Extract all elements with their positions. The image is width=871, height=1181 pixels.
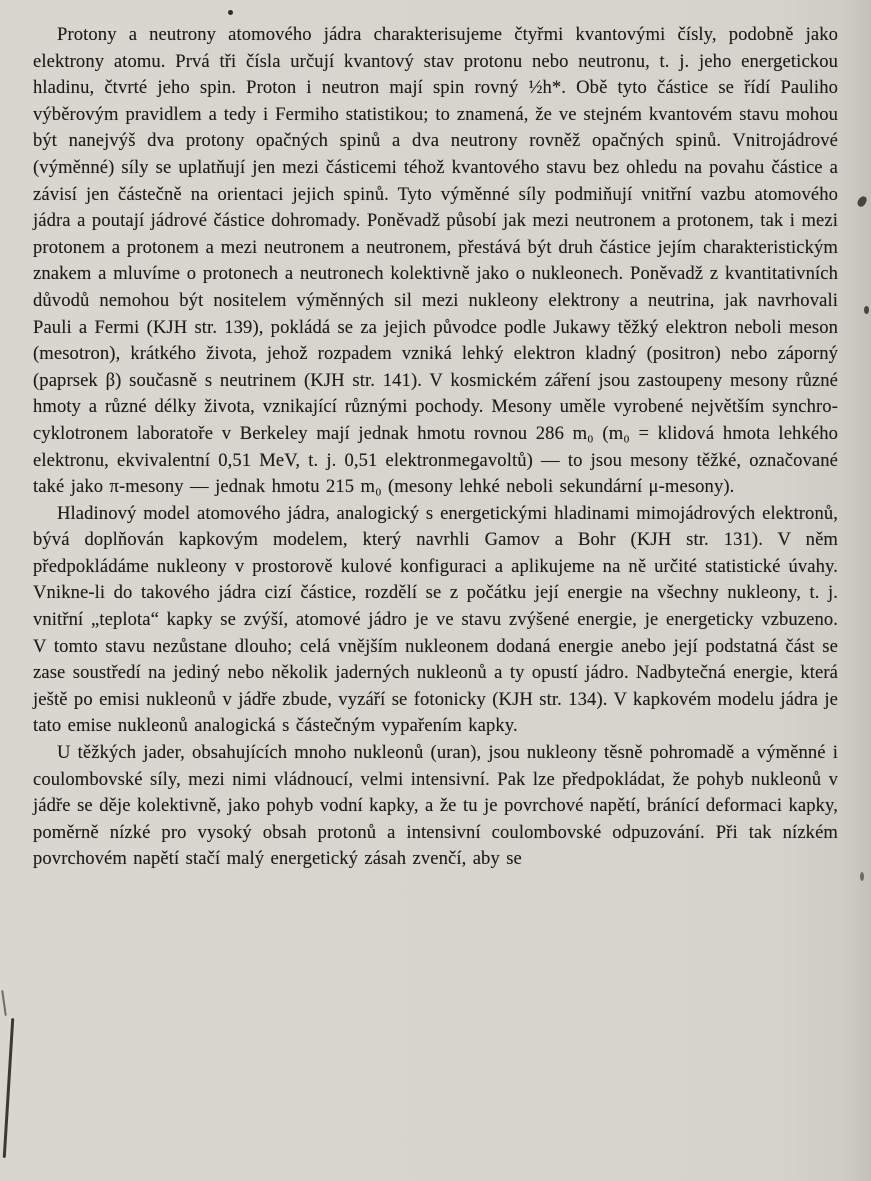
scan-speck <box>860 872 864 881</box>
scan-speck <box>856 195 868 208</box>
paragraph-heavy-nuclei: U těžkých jader, obsahujících mnoho nukleonů (uran), jsou nukleony těsně pohromadě a výměnné i coulombovské síly, mezi nimi vládnoucí, velmi intensivní. Pak lze předpokládat, že pohyb nukleonů v jádře se děje kolektivně, jako pohyb vodní kapky, a že tu je povrchové napětí, bránící deformaci kapky, poměrně nízké pro vysoký obsah protonů a intensivní coulombovské odpuzování. Při tak nízkém povrchovém napětí stačí malý energetický zásah zvenčí, aby se <box>33 742 838 870</box>
body-text <box>33 22 838 873</box>
paragraph-quantum-numbers: Protony a neutrony atomového jádra charakterisujeme čtyřmi kvantovými čísly, podobně jako elektrony atomu. Prvá tři čísla určují kvantový stav protonu nebo neutronu, t. j. jeho energetickou hladinu, čtvrté jeho spin. Proton i neutron mají spin rovný ½h*. Obě tyto částice se řídí Pauliho výběrovým pravidlem a tedy i Fermiho statistikou; to znamená, že ve stejném kvantovém stavu mohou být nanejvýš dva protony opačných spinů a dva neutrony rovněž opačných spinů. Vnitrojádrové (výměnné) síly se uplatňují jen mezi částicemi téhož kvantového stavu bez ohledu na povahu částice a závisí jen částečně na orientaci jejich spinů. Tyto výměnné síly podmiňují vnitřní vazbu atomového jádra a poutají jádrové částice dohromady. Poněvadž působí jak mezi neutronem a protonem, tak i mezi protonem a protonem a mezi neutronem a neutronem, přestává být druh částice jejím charakteristickým znakem a mluvíme o protonech a neutronech kolektivně jako o nukleonech. Poněvadž z kvantitativních důvodů nemohou být nositelem výměnných sil mezi nukleony elektrony a neutrina, jak navrhovali Pauli a Fermi (KJH str. 139), pokládá se za jejich původce podle Jukawy těžký elektron neboli meson (mesotron), krátkého života, jehož rozpadem vzniká lehký elektron kladný (positron) nebo záporný (paprsek β) současně s neutrinem (KJH str. 141). V kosmickém záření jsou zastoupeny mesony různé hmoty a různé délky života, vznikající různými pochody. Mesony uměle vyrobené největším synchro-cyklotronem laboratoře v Berkeley mají jednak hmotu rovnou 286 m₀ (m₀ = klidová hmota lehkého elektronu, ekvivalentní 0,51 MeV, t. j. 0,51 elektronmegavoltů) — to jsou mesony těžké, označované také jako π-mesony — jednak hmotu 215 m₀ (mesony lehké neboli sekundární μ-mesony). <box>33 24 838 498</box>
ink-dot <box>228 10 233 15</box>
margin-pen-mark <box>1 990 7 1016</box>
paragraph-drop-model: Hladinový model atomového jádra, analogický s energetickými hladinami mimojádrových elektronů, bývá doplňován kapkovým modelem, který navrhli Gamov a Bohr (KJH str. 131). V něm předpokládáme nukleony v prostorově kulové konfiguraci a aplikujeme na ně určité statistické úvahy. Vnikne-li do takového jádra cizí částice, rozdělí se z počátku její energie na všechny nukleony, t. j. vnitřní „teplota“ kapky se zvýší, atomové jádro je ve stavu zvýšené energie, je energeticky vzbuzeno. V tomto stavu nezůstane dlouho; celá vnějším nukleonem dodaná energie anebo její podstatná část se zase soustředí na jediný nebo několik jaderných nukleonů a ty opustí jádro. Nadbytečná energie, která ještě po emisi nukleonů v jádře zbude, vyzáří se fotonicky (KJH str. 134). V kapkovém modelu jádra je tato emise nukleonů analogická s částečným vypařením kapky. <box>33 502 838 737</box>
scan-speck <box>864 306 869 314</box>
margin-pen-mark <box>3 1018 15 1158</box>
